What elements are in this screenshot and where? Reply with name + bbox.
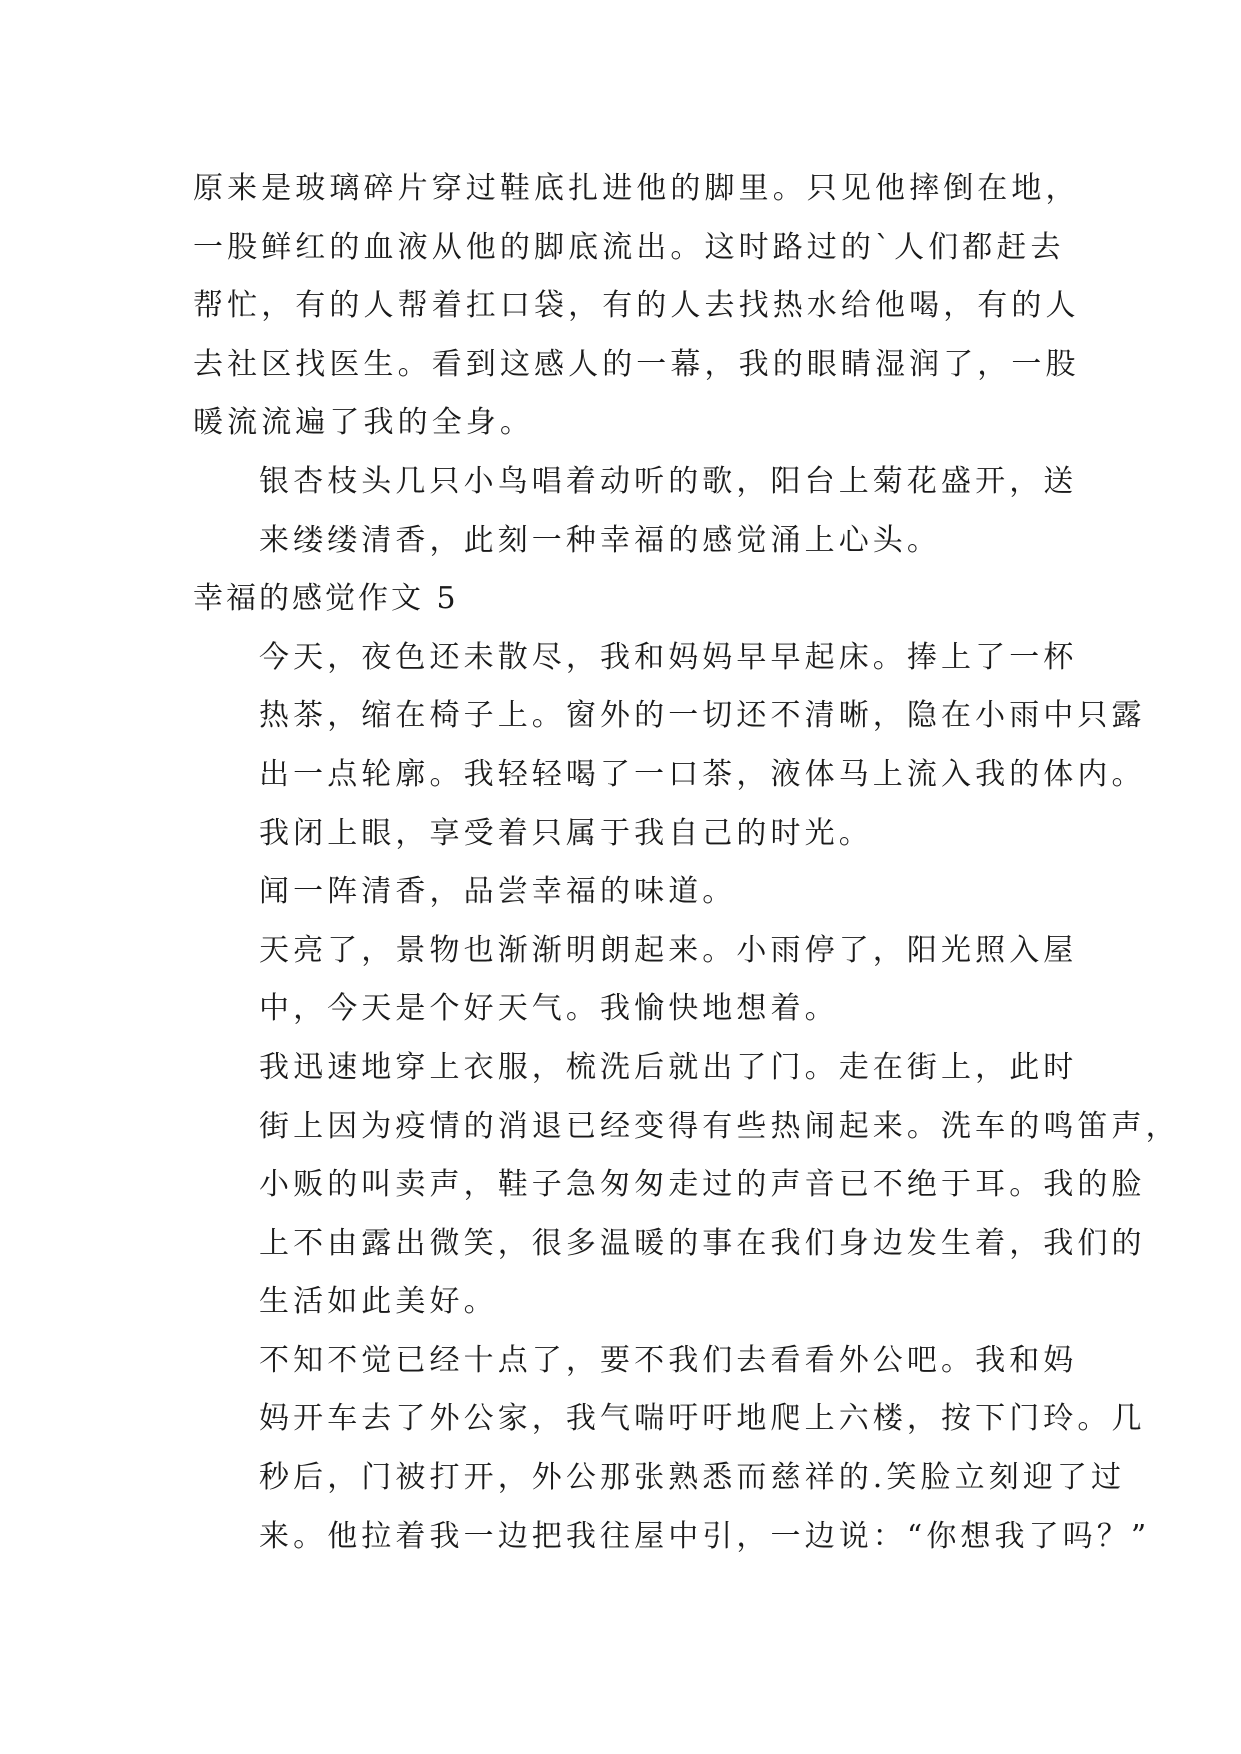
text-line: 来缕缕清香，此刻一种幸福的感觉涌上心头。 [259,522,941,558]
text-line: 暖流流遍了我的全身。 [193,405,534,441]
text-line: 今天，夜色还未散尽，我和妈妈早早起床。捧上了一杯 [259,639,1078,675]
text-line: 秒后，门被打开，外公那张熟悉而慈祥的.笑脸立刻迎了过 [259,1460,1126,1496]
text-line: 帮忙，有的人帮着扛口袋，有的人去找热水给他喝，有的人 [193,288,1080,324]
section-heading: 幸福的感觉作文 5 [193,581,459,617]
paragraph [193,160,1080,453]
paragraph [193,1332,1151,1566]
text-line: 热茶，缩在椅子上。窗外的一切还不清晰，隐在小雨中只露 [259,698,1146,734]
text-line: 街上因为疫情的消退已经变得有些热闹起来。洗车的鸣笛声， [259,1108,1180,1144]
text-line: 去社区找医生。看到这感人的一幕，我的眼睛湿润了，一股 [193,346,1080,382]
paragraph [193,453,1078,570]
document-body [193,160,1180,1566]
text-line: 银杏枝头几只小鸟唱着动听的歌，阳台上菊花盛开，送 [259,463,1078,499]
text-line: 我迅速地穿上衣服，梳洗后就出了门。走在街上，此时 [259,1049,1078,1085]
text-line: 生活如此美好。 [259,1284,498,1320]
text-line: 中，今天是个好天气。我愉快地想着。 [259,991,839,1027]
paragraph [193,863,1061,922]
text-line: 出一点轮廓。我轻轻喝了一口茶，液体马上流入我的体内。 [259,756,1146,792]
text-line: 上不由露出微笑，很多温暖的事在我们身边发生着，我们的 [259,1225,1146,1261]
text-line: 我闭上眼，享受着只属于我自己的时光。 [259,815,873,851]
paragraph [193,629,1146,863]
paragraph [193,922,1078,1039]
text-line: 妈开车去了外公家，我气喘吁吁地爬上六楼，按下门玲。几 [259,1401,1146,1437]
text-line: 天亮了，景物也渐渐明朗起来。小雨停了，阳光照入屋 [259,932,1078,968]
text-line: 来。他拉着我一边把我往屋中引，一边说：“你想我了吗？” [259,1518,1151,1554]
paragraph [193,1039,1180,1332]
text-line: 一股鲜红的血液从他的脚底流出。这时路过的`人们都赶去 [193,229,1065,265]
text-line: 不知不觉已经十点了，要不我们去看看外公吧。我和妈 [259,1342,1078,1378]
text-line: 闻一阵清香，品尝幸福的味道。 [259,874,737,910]
text-line: 原来是玻璃碎片穿过鞋底扎进他的脚里。只见他摔倒在地， [193,171,1080,206]
text-line: 小贩的叫卖声，鞋子急匆匆走过的声音已不绝于耳。我的脸 [259,1167,1146,1203]
